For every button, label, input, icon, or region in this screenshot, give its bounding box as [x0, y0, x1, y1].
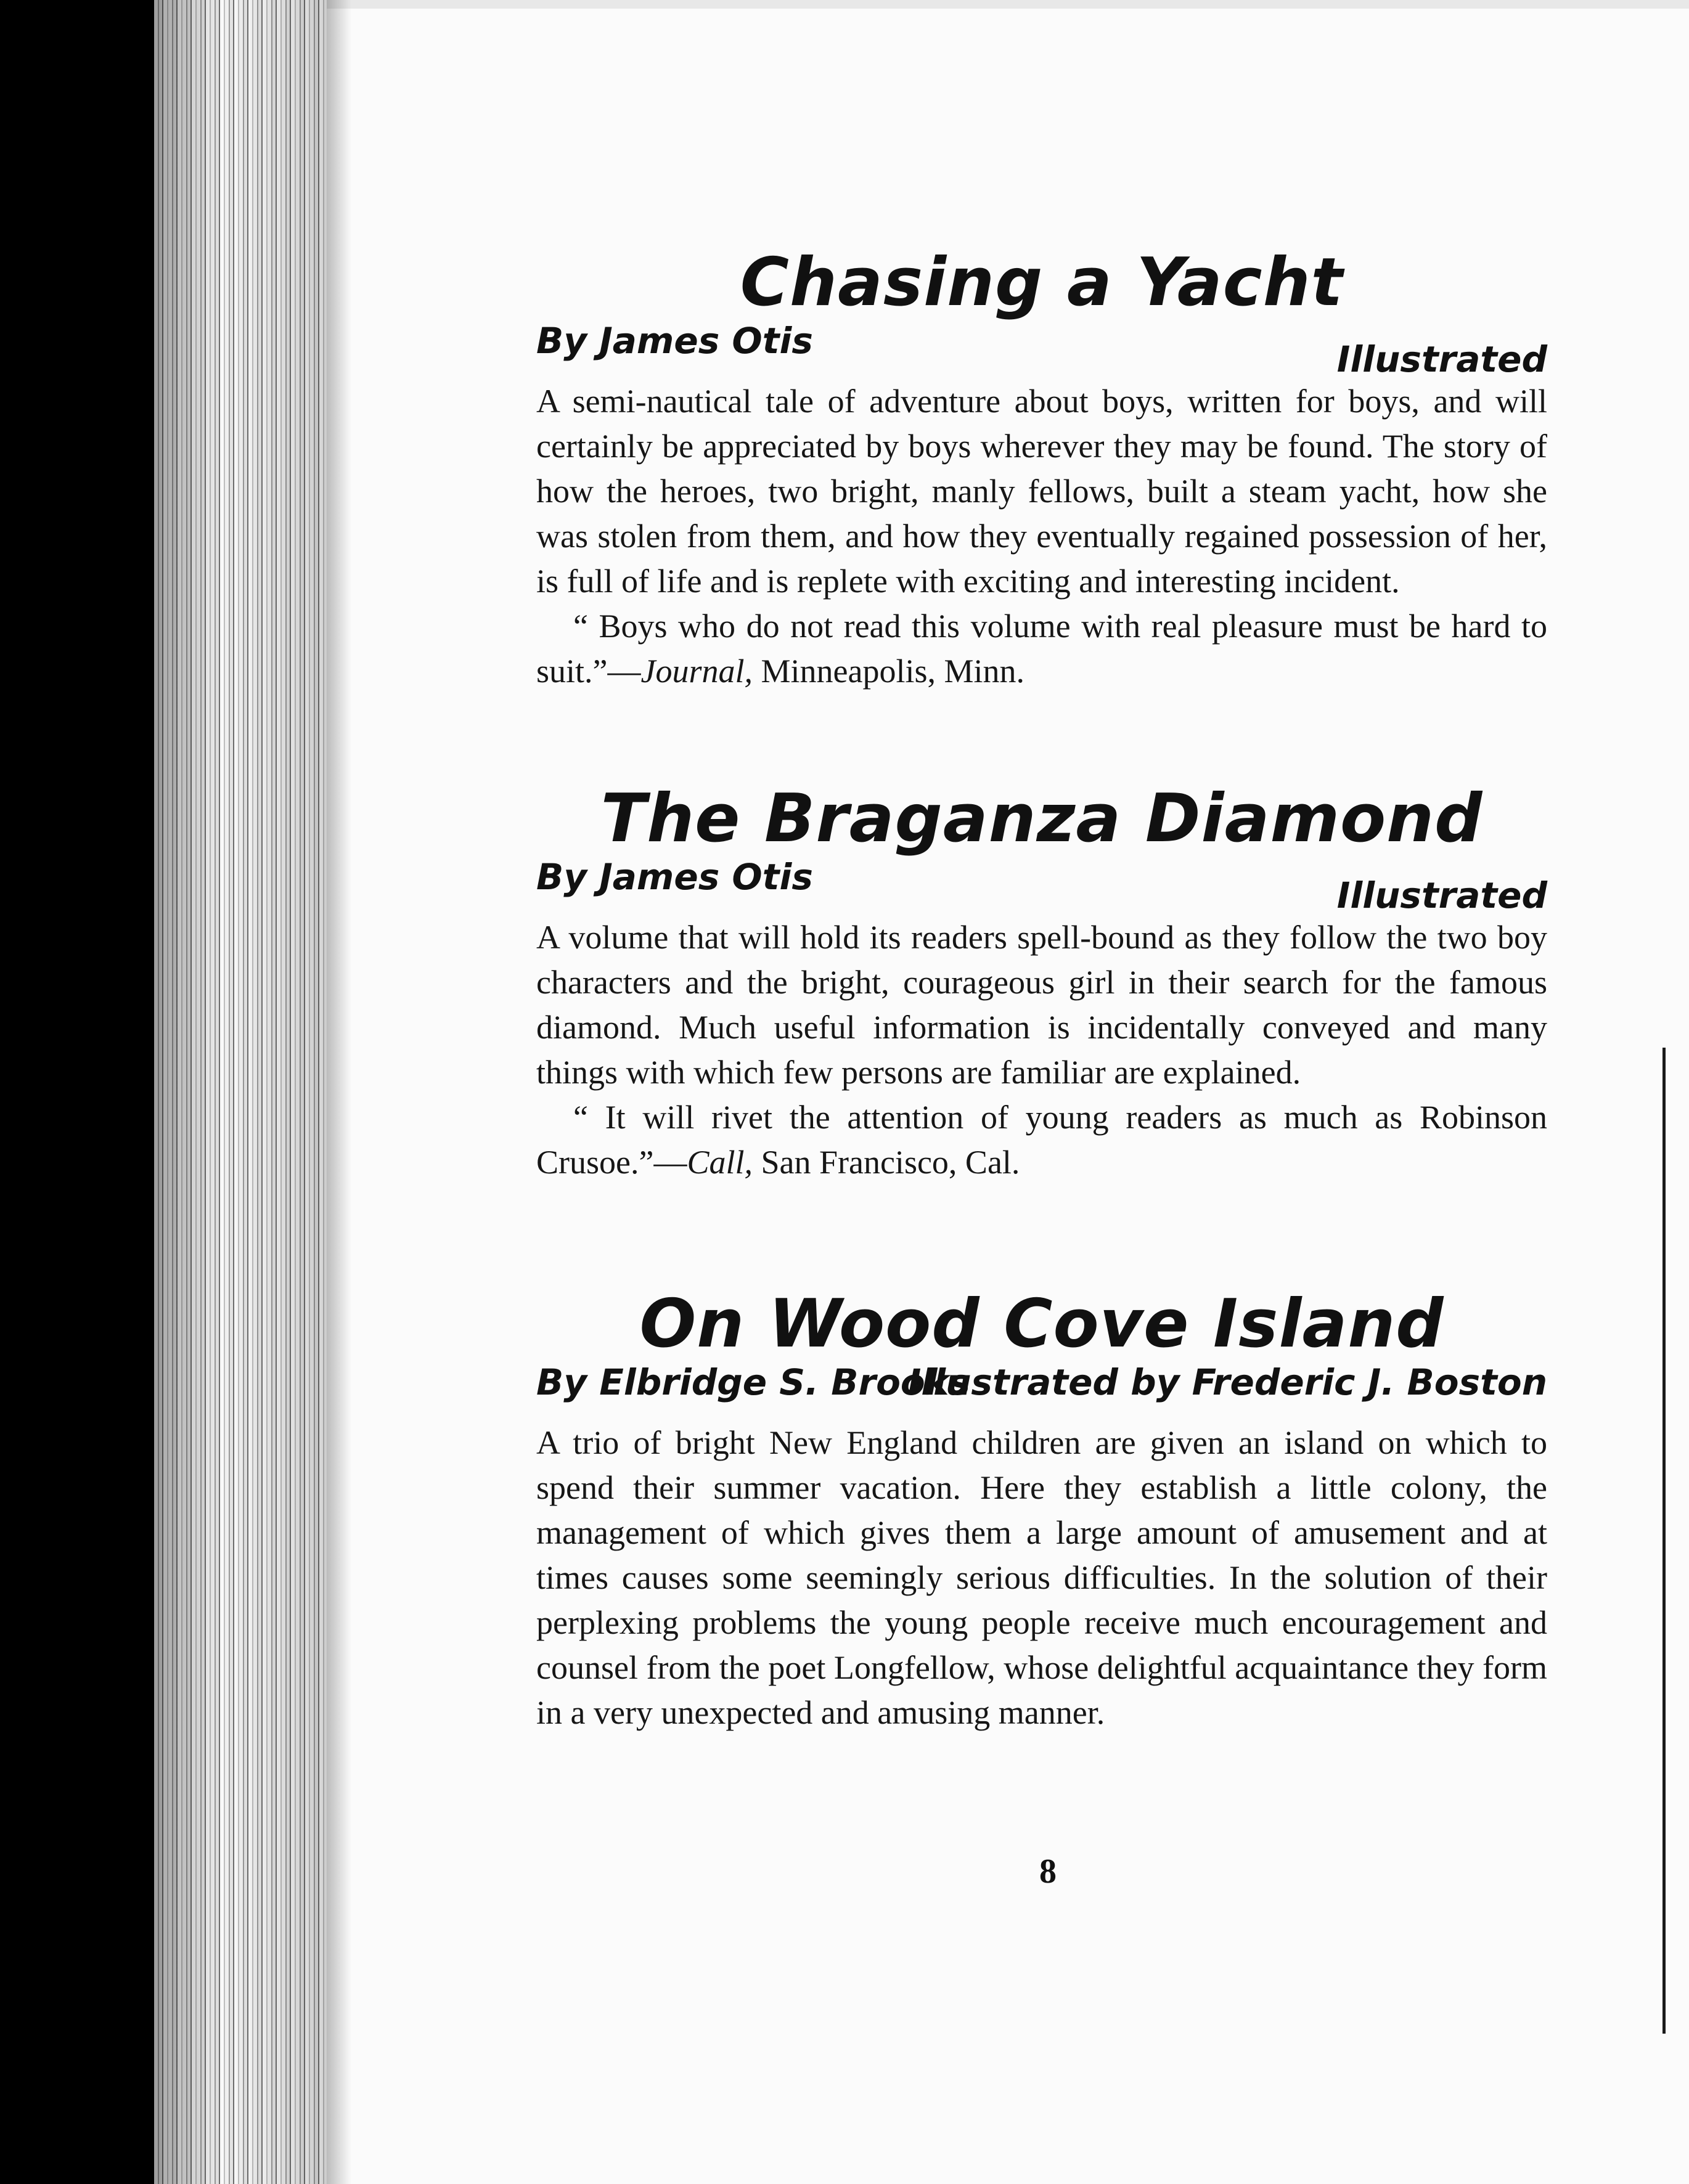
- book-entry-chasing-a-yacht: [536, 244, 1547, 694]
- gutter-shadow: [327, 0, 351, 2184]
- author: By James Otis: [536, 855, 813, 898]
- book-page-edges: [154, 0, 327, 2184]
- entry-title: On Wood Cove Island: [639, 1286, 1444, 1363]
- byline: [536, 855, 1547, 916]
- book-entry-braganza-diamond: [536, 780, 1547, 1185]
- quote-place: Minneapolis, Minn.: [753, 652, 1024, 690]
- entry-title: The Braganza Diamond: [600, 780, 1483, 857]
- review-quote: [536, 604, 1547, 694]
- entry-description: A volume that will hold its readers spell-bound as they follow the two boy characters and the bright, courageous girl in their search for the famous diamond. Much useful information is incidentally conveyed and many things with which few persons are familiar are explained.: [536, 918, 1547, 1091]
- author: By James Otis: [536, 319, 813, 362]
- page-top-edge: [327, 0, 1689, 9]
- entry-title: Chasing a Yacht: [740, 244, 1344, 321]
- author: By Elbridge S. Brooks: [536, 1361, 970, 1403]
- quote-source: Call,: [687, 1143, 753, 1181]
- entry-description: A trio of bright New England children are given an island on which to spend their summer vacation. Here they establish a little colony, the management of which gives them a large amount of amusement and at times causes some seemingly serious difficulties. In the solution of their perplexing problems the young people receive much encouragement and counsel from the poet Longfellow, whose delightful acquaintance they form in a very unexpected and amusing manner.: [536, 1424, 1547, 1731]
- page: [327, 0, 1689, 2184]
- quote-place: San Francisco, Cal.: [752, 1143, 1020, 1181]
- byline: [536, 319, 1547, 380]
- quote-source: Journal,: [640, 652, 753, 690]
- entry-description: A semi-nautical tale of adventure about boys, written for boys, and will certainly be appreciated by boys wherever they may be found. The story of how the heroes, two bright, manly fellows, built a steam yacht, how she was stolen from them, and how they eventually regained possession of her, is full of life and is replete with exciting and interesting incident.: [536, 382, 1547, 600]
- illustrated-label: Illustrated: [1336, 874, 1547, 916]
- quote-text: “ It will rivet the attention of young readers as much as Robinson Crusoe.”—: [536, 1098, 1547, 1181]
- facing-page-edge: [1662, 1048, 1666, 2034]
- page-number: 8: [1039, 1852, 1057, 1891]
- byline: [536, 1361, 1547, 1417]
- illustrated-by-label: Illustrated by Frederic J. Boston: [907, 1361, 1547, 1403]
- book-entry-on-wood-cove-island: [536, 1288, 1547, 1735]
- quote-text: “ Boys who do not read this volume with real pleasure must be hard to suit.”—: [536, 607, 1547, 690]
- review-quote: [536, 1095, 1547, 1185]
- illustrated-label: Illustrated: [1336, 338, 1547, 380]
